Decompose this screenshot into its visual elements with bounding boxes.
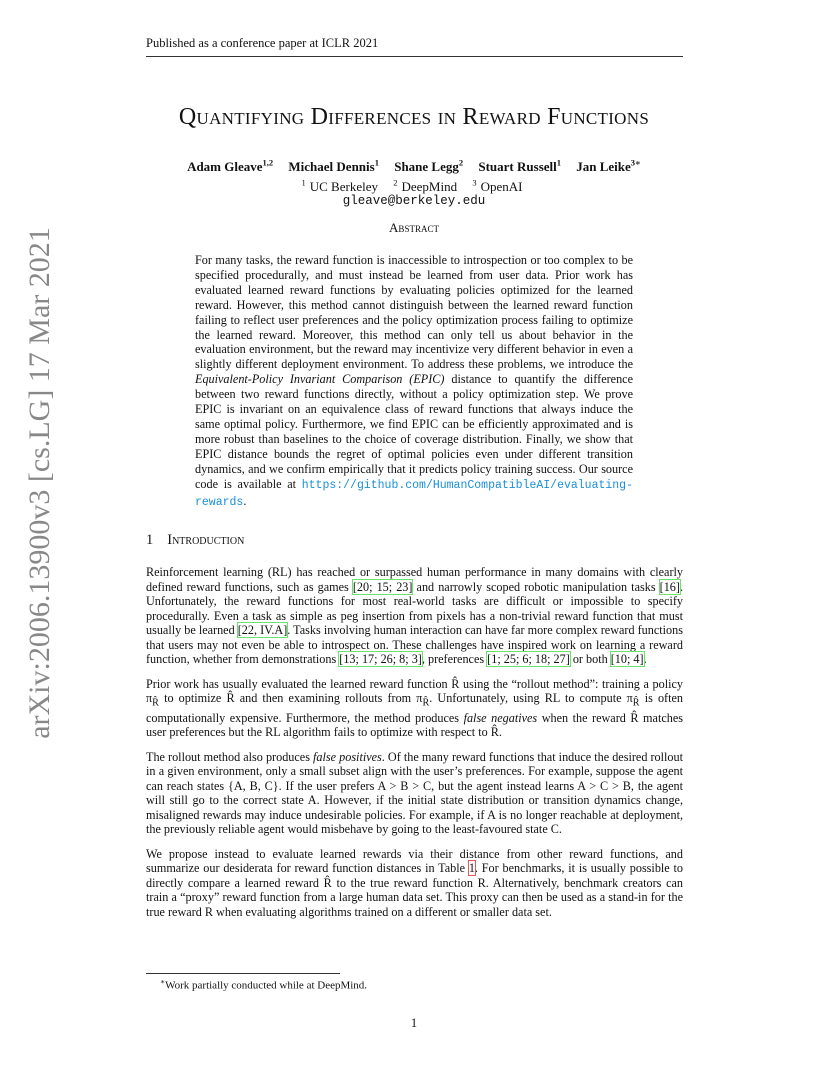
affiliations xyxy=(100,178,728,195)
contact-email: gleave@berkeley.edu xyxy=(342,194,486,208)
author: Shane Legg$^2$ xyxy=(394,158,464,175)
citation-link[interactable]: [10; 4] xyxy=(610,652,644,666)
affiliation: $^2$ DeepMind xyxy=(393,178,458,195)
intro-body xyxy=(146,565,683,929)
section-heading xyxy=(146,532,244,549)
page-number: 1 xyxy=(410,1016,418,1030)
citation-link[interactable]: [1; 25; 6; 18; 27] xyxy=(487,652,570,666)
abstract-text: For many tasks, the reward function is inaccessible to introspection or too complex to be specified procedurally, and must instead be learned from user data. Prior work has evaluated learned reward functions by evaluating policies optimized for the learned reward. However, this method cannot distinguish between the learned reward function failing to reflect user preferences and the policy optimization process failing to optimize the learned reward. Moreover, this method can only tell us about behavior in the evaluation environment, but the reward may incentivize very different behavior in even a slightly different deployment environment. To address these problems, we introduce the Equivalent-Policy Invariant Comparison (EPIC) distance to quantify the difference between two reward functions directly, without a policy optimization step. We prove EPIC is invariant on an equivalence class of reward functions that always induce the same optimal policy. Furthermore, we find EPIC can be efficiently approximated and is more robust than baselines to the choice of coverage distribution. Finally, we show that EPIC distance bounds the regret of optimal policies even under different transition dynamics, and we confirm empirically that it predicts policy training success. Our source code is available at https://github.com/HumanCompatibleAI/evaluating-rewards. xyxy=(195,253,633,509)
paragraph: Prior work has usually evaluated the learned reward function R̂ using the “rollout method”: training a policy $\pi_{R̂}$ to optimize R̂ and then examining rollouts from $\pi_{R̂}$. Unfortunately, using RL to compute $\pi_{R̂}$ is often computationally expensive. Furthermore, the method produces false negatives when the reward R̂ matches user preferences but the RL algorithm fails to optimize with respect to R̂. xyxy=(146,676,684,740)
citation-link[interactable]: [13; 17; 26; 8; 3] xyxy=(339,652,422,666)
citation-link[interactable]: [22, IV.A] xyxy=(237,623,288,637)
section-title: Introduction xyxy=(167,532,245,548)
affiliation: $^3$ OpenAI xyxy=(472,178,523,195)
running-head: Published as a conference paper at ICLR 2021 xyxy=(146,36,683,57)
author: Adam Gleave$^{1,2}$ xyxy=(187,158,274,175)
table-reference-link[interactable]: 1 xyxy=(468,861,475,876)
section-number: 1 xyxy=(146,532,154,548)
author: Jan Leike$^{3∗}$ xyxy=(576,158,641,175)
affiliation: $^1$ UC Berkeley xyxy=(301,178,378,195)
paper-title: Quantifying Differences in Reward Functions xyxy=(178,104,650,130)
paragraph: Reinforcement learning (RL) has reached or surpassed human performance in many domains with clearly defined reward functions, such as games [20; 15; 23] and narrowly scoped robotic manipulation tasks [16]. Unfortunately, the reward functions for most real-world tasks are difficult or impossible to specify procedurally. Even a task as simple as peg insertion from pixels has a non-trivial reward function that must usually be learned [22, IV.A]. Tasks involving human interaction can have far more complex reward functions that users may not even be able to introspect on. These challenges have inspired work on learning a reward function, whether from demonstrations [13; 17; 26; 8; 3], preferences [1; 25; 6; 18; 27] or both [10; 4]. xyxy=(146,565,683,666)
author-list xyxy=(100,158,728,175)
arxiv-stamp: arXiv:2006.13900v3 [cs.LG] 17 Mar 2021 xyxy=(23,227,56,739)
footnote: ∗Work partially conducted while at DeepMind. xyxy=(160,977,368,992)
author: Michael Dennis$^1$ xyxy=(288,158,379,175)
author: Stuart Russell$^1$ xyxy=(478,158,561,175)
citation-link[interactable]: [16] xyxy=(659,579,680,594)
paragraph: We propose instead to evaluate learned rewards via their distance from other reward functions, and summarize our desiderata for reward function distances in Table 1. For benchmarks, it is usually possible to directly compare a learned reward R̂ to the true reward function R. Alternatively, benchmark creators can train a “proxy” reward function from a large human data set. This proxy can then be used as a stand-in for the true reward R when evaluating algorithms trained on a different or smaller data set. xyxy=(146,846,683,919)
footnote-rule xyxy=(146,973,340,974)
abstract-heading: Abstract xyxy=(389,220,439,235)
source-code-link[interactable]: https://github.com/HumanCompatibleAI/evaluating-rewards xyxy=(195,478,633,509)
citation-link[interactable]: [20; 15; 23] xyxy=(352,579,413,594)
paragraph: The rollout method also produces false positives. Of the many reward functions that induce the desired rollout in a given environment, only a small subset align with the user’s preferences. For example, suppose the agent can reach states {A, B, C}. If the user prefers A > B > C, but the agent instead learns A > C > B, the agent will still go to the correct state A. However, if the initial state distribution or transition dynamics change, misaligned rewards may induce undesirable policies. For example, if A is no longer reachable at deployment, the previously reliable agent would misbehave by going to the least-favoured state C. xyxy=(146,749,683,837)
